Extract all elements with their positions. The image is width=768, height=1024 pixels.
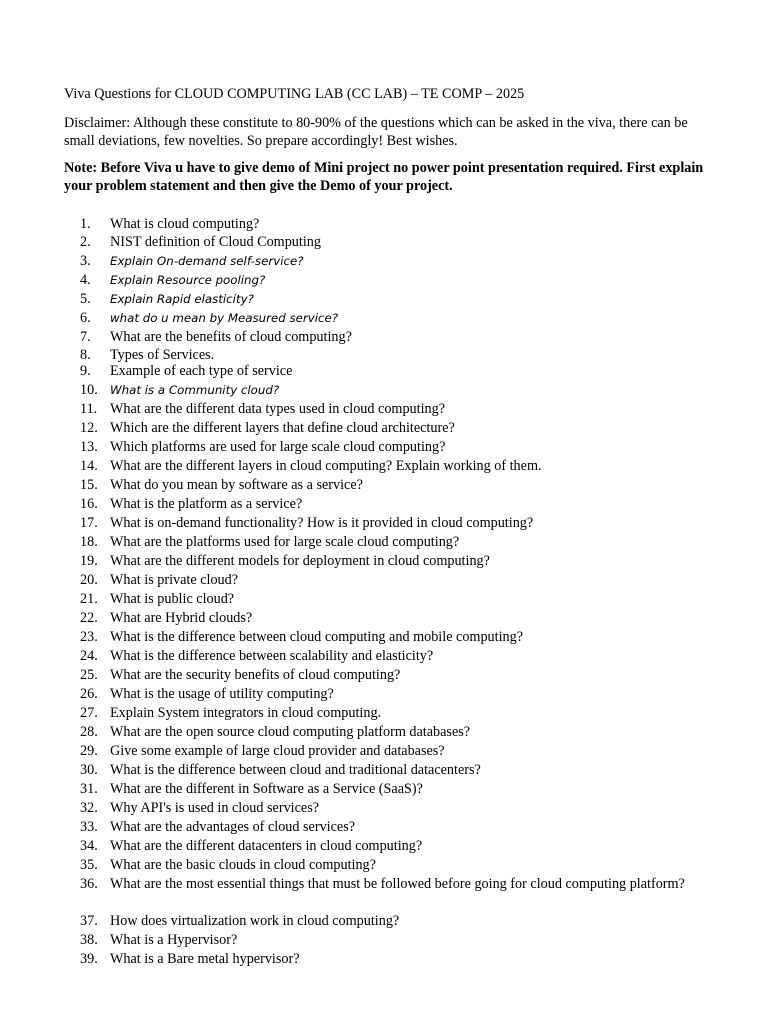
list-item-text: How does virtualization work in cloud computing? [110, 913, 400, 929]
list-item-number: 38. [80, 932, 98, 948]
list-item-text: What is public cloud? [110, 591, 235, 607]
list-item-number: 15. [80, 477, 98, 493]
list-item-text: Explain Rapid elasticity? [110, 292, 254, 306]
list-item-number: 26. [80, 686, 98, 702]
list-item-text: NIST definition of Cloud Computing [110, 234, 321, 250]
list-item-text: What are the advantages of cloud services? [110, 819, 356, 835]
list-item-number: 31. [80, 781, 98, 797]
list-item-text: Which platforms are used for large scale cloud computing? [110, 439, 446, 455]
document-title: Viva Questions for CLOUD COMPUTING LAB (CC LAB) – TE COMP – 2025 [64, 86, 525, 102]
list-item-text: What are the different datacenters in cloud computing? [110, 838, 423, 854]
list-item-text: What is a Community cloud? [110, 383, 280, 397]
list-item-number: 23. [80, 629, 98, 645]
list-item-text: What are the benefits of cloud computing? [110, 329, 352, 345]
list-item-text: Explain System integrators in cloud computing. [110, 705, 382, 721]
list-item-text: Explain On-demand self-service? [110, 254, 304, 268]
list-item-text: Example of each type of service [110, 363, 293, 379]
list-item-number: 27. [80, 705, 98, 721]
list-item-number: 7. [80, 329, 91, 345]
list-item-text: What is on-demand functionality? How is it provided in cloud computing? [110, 515, 534, 531]
note-paragraph: Note: Before Viva u have to give demo of Mini project no power point presentation required. First explain your problem statement and then give the Demo of your project. [64, 160, 704, 194]
list-item-number: 4. [80, 272, 91, 288]
list-item-number: 19. [80, 553, 98, 569]
list-item-text: What is the platform as a service? [110, 496, 303, 512]
list-item-text: What is the difference between scalability and elasticity? [110, 648, 434, 664]
list-item-number: 16. [80, 496, 98, 512]
list-item-number: 25. [80, 667, 98, 683]
list-item-text: What is the usage of utility computing? [110, 686, 334, 702]
list-item-text: What is cloud computing? [110, 216, 260, 232]
list-item-text: Why API's is used in cloud services? [110, 800, 320, 816]
list-item-text: Give some example of large cloud provider and databases? [110, 743, 445, 759]
list-item-text: Explain Resource pooling? [110, 273, 266, 287]
list-item-number: 33. [80, 819, 98, 835]
list-item-text: Types of Services. [110, 347, 215, 363]
list-item-number: 36. [80, 876, 98, 892]
list-item-number: 32. [80, 800, 98, 816]
list-item-number: 21. [80, 591, 98, 607]
list-item-number: 12. [80, 420, 98, 436]
list-item-number: 1. [80, 216, 91, 232]
list-item-text: What are the most essential things that must be followed before going for cloud computing platform? [110, 876, 685, 892]
list-item-text: What is the difference between cloud computing and mobile computing? [110, 629, 524, 645]
list-item-number: 3. [80, 253, 91, 269]
list-item-number: 28. [80, 724, 98, 740]
list-item-number: 17. [80, 515, 98, 531]
list-item-number: 5. [80, 291, 91, 307]
list-item-text: what do u mean by Measured service? [110, 311, 338, 325]
list-item-number: 35. [80, 857, 98, 873]
list-item-number: 18. [80, 534, 98, 550]
list-item-number: 14. [80, 458, 98, 474]
list-item-number: 13. [80, 439, 98, 455]
list-item-number: 29. [80, 743, 98, 759]
list-item-text: What are the open source cloud computing platform databases? [110, 724, 471, 740]
list-item-text: What is the difference between cloud and traditional datacenters? [110, 762, 481, 778]
list-item-number: 9. [80, 363, 91, 379]
list-item-number: 39. [80, 951, 98, 967]
list-item-text: What are the different data types used in cloud computing? [110, 401, 445, 417]
list-item-number: 24. [80, 648, 98, 664]
list-item-text: Which are the different layers that define cloud architecture? [110, 420, 455, 436]
list-item-text: What are the different in Software as a Service (SaaS)? [110, 781, 423, 797]
list-item-number: 20. [80, 572, 98, 588]
list-item-text: What are Hybrid clouds? [110, 610, 253, 626]
list-item-number: 10. [80, 382, 98, 398]
list-item-number: 37. [80, 913, 98, 929]
list-item-text: What is a Hypervisor? [110, 932, 238, 948]
list-item-number: 6. [80, 310, 91, 326]
list-item-number: 2. [80, 234, 91, 250]
list-item-text: What do you mean by software as a service? [110, 477, 363, 493]
list-item-number: 11. [80, 401, 98, 417]
list-item-text: What are the different layers in cloud computing? Explain working of them. [110, 458, 542, 474]
list-item-number: 30. [80, 762, 98, 778]
list-item-text: What are the different models for deployment in cloud computing? [110, 553, 490, 569]
list-item-text: What is a Bare metal hypervisor? [110, 951, 300, 967]
list-item-text: What are the basic clouds in cloud computing? [110, 857, 376, 873]
list-item-number: 22. [80, 610, 98, 626]
list-item-number: 34. [80, 838, 98, 854]
list-item-number: 8. [80, 347, 91, 363]
list-item-text: What are the security benefits of cloud computing? [110, 667, 401, 683]
list-item-text: What is private cloud? [110, 572, 239, 588]
disclaimer-paragraph: Disclaimer: Although these constitute to 80-90% of the questions which can be asked in the viva, there can be small deviations, few novelties. So prepare accordingly! Best wishes. [64, 115, 688, 149]
list-item-text: What are the platforms used for large scale cloud computing? [110, 534, 460, 550]
